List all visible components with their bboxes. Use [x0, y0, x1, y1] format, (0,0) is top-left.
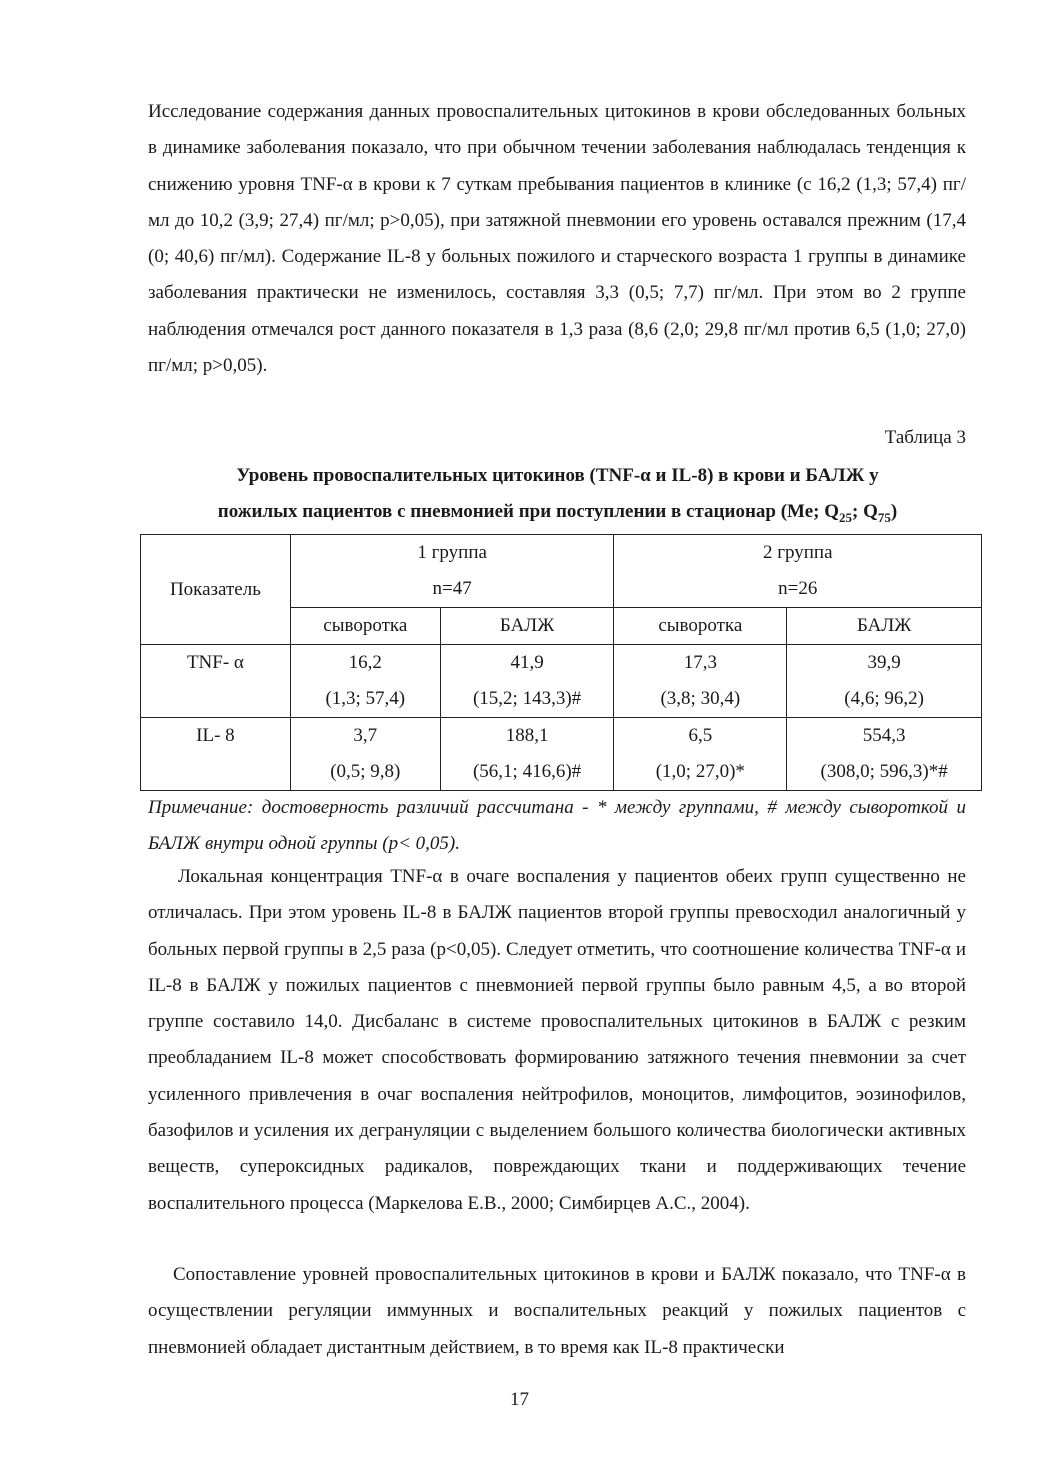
q25-subscript: 25 — [839, 509, 853, 525]
header-group-2 — [614, 535, 982, 608]
cell-median: 6,5 — [688, 725, 713, 746]
paragraph-cytokine-dynamics: Исследование содержания данных провоспалительных цитокинов в крови обследованных больных в динамике заболевания показало, что при обычном течении заболевания наблюдалась тенденция к снижению уровня TNF-α в крови к 7 суткам пребывания пациентов в клинике (с 16,2 (1,3; 57,4) пг/мл до 10,2 (3,9; 27,4) пг/мл; р>0,05), при затяжной пневмонии его уровень оставался прежним (17,4 (0; 40,6) пг/мл). Содержание IL-8 у больных пожилого и старческого возраста 1 группы в динамике заболевания практически не изменилось, составляя 3,3 (0,5; 7,7) пг/мл. При этом во 2 группе наблюдения отмечался рост данного показателя в 1,3 раза (8,6 (2,0; 29,8 пг/мл против 6,5 (1,0; 27,0) пг/мл; р>0,05). — [148, 101, 966, 377]
row-indicator: IL- 8 — [141, 718, 291, 791]
cell-median: 16,2 — [348, 652, 382, 673]
cell-range: (1,0; 27,0)* — [655, 761, 745, 782]
cytokine-table — [140, 534, 982, 791]
cell-range: (0,5; 9,8) — [330, 761, 401, 782]
cell-median: 41,9 — [510, 652, 544, 673]
header-indicator-text: Показатель — [169, 578, 261, 600]
cell-median: 188,1 — [505, 725, 549, 746]
table-note: Примечание: достоверность различий рассчитана - * между группами, # между сывороткой и БАЛЖ внутри одной группы (р< 0,05). — [148, 797, 966, 854]
header-group-1-n: n=47 — [432, 578, 472, 599]
header-g2-balf: БАЛЖ — [787, 608, 982, 645]
cell-median: 554,3 — [862, 725, 906, 746]
cell-range: (15,2; 143,3)# — [472, 688, 582, 709]
header-indicator — [141, 535, 291, 645]
cell-g2-balf — [787, 645, 982, 718]
cell-g1-balf — [440, 645, 614, 718]
cell-g2-balf — [787, 718, 982, 791]
q75-subscript: 75 — [877, 509, 891, 525]
table-title-line-2-text: пожилых пациентов с пневмонией при поступлении в стационар (Ме; Q — [217, 501, 840, 522]
paragraph-local-concentration: Локальная концентрация TNF-α в очаге воспаления у пациентов обеих групп существенно не отличалась. При этом уровень IL-8 в БАЛЖ пациентов второй группы превосходил аналогичный у больных первой группы в 2,5 раза (р<0,05). Следует отметить, что соотношение количества TNF-α и IL-8 в БАЛЖ у пожилых пациентов с пневмонией первой группы было равным 4,5, а во второй группе составило 14,0. Дисбаланс в системе провоспалительных цитокинов в БАЛЖ с резким преобладанием IL-8 может способствовать формированию затяжного течения пневмонии за счет усиленного привлечения в очаг воспаления нейтрофилов, моноцитов, лимфоцитов, эозинофилов, базофилов и усиления их дегрануляции с выделением большого количества биологически активных веществ, супероксидных радикалов, повреждающих ткани и поддерживающих течение воспалительного процесса (Маркелова Е.В., 2000; Симбирцев А.С., 2004). — [148, 866, 966, 1214]
header-group-1 — [290, 535, 614, 608]
cell-median: 3,7 — [353, 725, 378, 746]
cell-range: (308,0; 596,3)*# — [820, 761, 948, 782]
table-title — [140, 458, 975, 536]
header-g1-serum: сыворотка — [290, 608, 440, 645]
table-title-line-1: Уровень провоспалительных цитокинов (TNF-α и IL-8) в крови и БАЛЖ у — [236, 465, 879, 486]
table-number-label: Таблица 3 — [884, 427, 966, 448]
cell-median: 17,3 — [683, 652, 717, 673]
header-group-2-name: 2 группа — [762, 542, 833, 563]
paragraph-comparison: Сопоставление уровней провоспалительных цитокинов в крови и БАЛЖ показало, что TNF-α в осуществлении регуляции иммунных и воспалительных реакций у пожилых пациентов с пневмонией обладает дистантным действием, в то время как IL-8 практически — [148, 1264, 966, 1358]
cell-g2-serum — [614, 718, 787, 791]
header-g2-serum: сыворотка — [614, 608, 787, 645]
page-number: 17 — [510, 1389, 529, 1410]
cell-g1-serum — [290, 718, 440, 791]
table-title-close: ) — [890, 501, 898, 522]
row-indicator: TNF- α — [141, 645, 291, 718]
table-row-tnf — [141, 645, 982, 718]
cell-median: 39,9 — [867, 652, 901, 673]
cell-g2-serum — [614, 645, 787, 718]
table-header-row-groups — [141, 535, 982, 608]
table-title-line-2 — [140, 494, 975, 536]
table-row-il8 — [141, 718, 982, 791]
cell-range: (56,1; 416,6)# — [472, 761, 582, 782]
cell-range: (3,8; 30,4) — [660, 688, 741, 709]
cell-g1-serum — [290, 645, 440, 718]
table-title-separator: ; Q — [852, 501, 878, 522]
header-group-2-n: n=26 — [778, 578, 818, 599]
cell-range: (1,3; 57,4) — [325, 688, 406, 709]
cell-range: (4,6; 96,2) — [844, 688, 924, 709]
header-g1-balf: БАЛЖ — [440, 608, 614, 645]
cell-g1-balf — [440, 718, 614, 791]
header-group-1-name: 1 группа — [417, 542, 487, 563]
